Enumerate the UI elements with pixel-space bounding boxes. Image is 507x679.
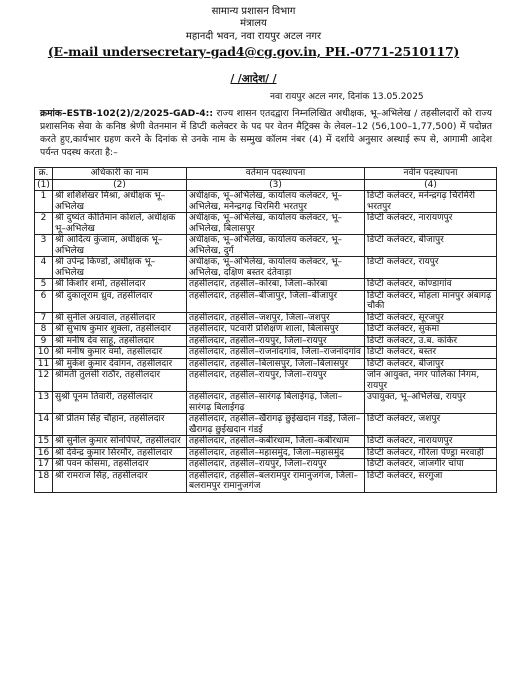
header-officer-name: अधिकारी का नाम — [53, 168, 187, 180]
table-row — [35, 370, 497, 392]
row-new-posting: डिप्टी कलेक्टर, सुकमा — [365, 324, 497, 336]
row-new-posting: डिप्टी कलेक्टर, मोहला मानपुर अंबागढ़ चौकी — [365, 290, 497, 312]
row-current-posting: अधीक्षक, भू–अभिलेख, कार्यालय कलेक्टर, भू–अभिलेख, दक्षिण बस्तर दंतेवाड़ा — [187, 257, 365, 279]
row-officer-name: श्री प्रीतम सिंह चौहान, तहसीलदार — [53, 414, 187, 436]
order-body-text: राज्य शासन एतदद्वारा निम्नलिखित अधीक्षक, भू–अभिलेख / तहसीलदारों को राज्य प्रशासनिक सेवा के कनिष्ठ श्रेणी वेतनमान में डिप्टी कलेक्टर के पद पर वेतन मैट्रिक्स के लेवल–12 (56,100–1,77,500) में पदोन्नत करते हुए,कार्यभार ग्रहण करने के दिनांक से उनके नाम के सम्मुख कॉलम नंबर (4) में दर्शाये अनुसार अस्थाई रूप से, आगामी आदेश पर्यन्त पदस्थ करता है:– — [40, 108, 493, 158]
row-sn: 17 — [35, 459, 53, 471]
row-officer-name: श्री पवन कोसमा, तहसीलदार — [53, 459, 187, 471]
row-new-posting: डिप्टी कलेक्टर, जशपुर — [365, 414, 497, 436]
row-sn: 15 — [35, 436, 53, 448]
row-officer-name: श्री शशिशेखर मिश्रा, अधीक्षक भू–अभिलेख — [53, 191, 187, 213]
row-sn: 10 — [35, 347, 53, 359]
colnum-1: (1) — [35, 179, 53, 191]
table-row — [35, 191, 497, 213]
table-header-row — [35, 168, 497, 180]
row-current-posting: तहसीलदार, पटवारी प्रशिक्षण शाला, बिलासपुर — [187, 324, 365, 336]
row-officer-name: श्री किशोर शर्मा, तहसीलदार — [53, 279, 187, 291]
row-current-posting: तहसीलदार, तहसील–रायपुर, जिला–रायपुर — [187, 370, 365, 392]
table-body — [35, 191, 497, 493]
contact-line: (E-mail undersecretary-gad4@cg.gov.in, PH.-0771-2510117) — [47, 44, 460, 59]
row-new-posting: डिप्टी कलेक्टर, मनेन्द्रगढ़ चिरमिरी भरतपुर — [365, 191, 497, 213]
row-sn: 14 — [35, 414, 53, 436]
row-new-posting: उपायुक्त, भू–अभिलेख, रायपुर — [365, 392, 497, 414]
row-new-posting: डिप्टी कलेक्टर, नारायणपुर — [365, 213, 497, 235]
row-officer-name: श्री आदित्य कुंजाम, अधीक्षक भू–अभिलेख — [53, 235, 187, 257]
table-row — [35, 290, 497, 312]
row-new-posting: डिप्टी कलेक्टर, सरगुजा — [365, 470, 497, 492]
header-sn: क्र. — [35, 168, 53, 180]
row-current-posting: तहसीलदार, तहसील–रायपुर, जिला–रायपुर — [187, 459, 365, 471]
row-current-posting: तहसीलदार, तहसील–खैरागढ़ छुईखदान गंडई, जिला–खैरागढ़ छुईखदान गंडई — [187, 414, 365, 436]
row-sn: 16 — [35, 447, 53, 459]
row-officer-name: श्री मनीष कुमार वर्मा, तहसीलदार — [53, 347, 187, 359]
posting-table — [34, 167, 497, 493]
table-row — [35, 312, 497, 324]
row-current-posting: तहसीलदार, तहसील–कोरबा, जिला–कोरबा — [187, 279, 365, 291]
row-sn: 6 — [35, 290, 53, 312]
row-sn: 4 — [35, 257, 53, 279]
ministry-label: मंत्रालय — [240, 18, 267, 29]
row-current-posting: तहसीलदार, तहसील–जशपुर, जिला–जशपुर — [187, 312, 365, 324]
row-sn: 13 — [35, 392, 53, 414]
table-row — [35, 279, 497, 291]
header-current-posting: वर्तमान पदस्थापना — [187, 168, 365, 180]
row-officer-name: श्री रामराज सिंह, तहसीलदार — [53, 470, 187, 492]
row-officer-name: श्री उपेन्द्र किण्डो, अधीक्षक भू–अभिलेख — [53, 257, 187, 279]
row-new-posting: डिप्टी कलेक्टर, रायपुर — [365, 257, 497, 279]
row-current-posting: तहसीलदार, तहसील–कबीरधाम, जिला–कबीरधाम — [187, 436, 365, 448]
row-officer-name: श्री दुष्यंत कीर्तिमान कोशले, अधीक्षक भू–अभिलेख — [53, 213, 187, 235]
row-current-posting: तहसीलदार, तहसील–बिलासपुर, जिला–बिलासपुर — [187, 358, 365, 370]
row-sn: 12 — [35, 370, 53, 392]
table-row — [35, 459, 497, 471]
row-current-posting: तहसीलदार, तहसील–महासमुंद, जिला–महासमुंद — [187, 447, 365, 459]
table-row — [35, 257, 497, 279]
table-row — [35, 436, 497, 448]
header-new-posting: नवीन पदस्थापना — [365, 168, 497, 180]
row-current-posting: अधीक्षक, भू–अभिलेख, कार्यालय कलेक्टर, भू–अभिलेख, दुर्ग — [187, 235, 365, 257]
row-sn: 8 — [35, 324, 53, 336]
row-new-posting: डिप्टी कलेक्टर, बीजापुर — [365, 358, 497, 370]
row-officer-name: श्री देवेन्द्र कुमार सिरमौर, तहसीलदार — [53, 447, 187, 459]
row-officer-name: श्री मुकेश कुमार देवांगन, तहसीलदार — [53, 358, 187, 370]
row-officer-name: श्री दुकालूराम ध्रुव, तहसीलदार — [53, 290, 187, 312]
row-new-posting: जोन आयुक्त, नगर पालिका निगम, रायपुर — [365, 370, 497, 392]
row-officer-name: श्री सुभाष कुमार शुक्ला, तहसीलदार — [53, 324, 187, 336]
row-sn: 5 — [35, 279, 53, 291]
row-new-posting: डिप्टी कलेक्टर, बीजापुर — [365, 235, 497, 257]
row-sn: 1 — [35, 191, 53, 213]
colnum-4: (4) — [365, 179, 497, 191]
table-row — [35, 235, 497, 257]
row-new-posting: डिप्टी कलेक्टर, बस्तर — [365, 347, 497, 359]
row-sn: 9 — [35, 335, 53, 347]
row-officer-name: श्री सुनील अग्रवाल, तहसीलदार — [53, 312, 187, 324]
row-officer-name: श्रीमती तुलसी राठौर, तहसीलदार — [53, 370, 187, 392]
order-title: / /आदेश/ / — [230, 73, 277, 85]
row-current-posting: तहसीलदार, तहसील–रायपुर, जिला–रायपुर — [187, 335, 365, 347]
place-date: नवा रायपुर अटल नगर, दिनांक 13.05.2025 — [270, 92, 424, 102]
row-current-posting: तहसीलदार, तहसील–राजनांदगांव, जिला–राजनांदगांव — [187, 347, 365, 359]
row-officer-name: श्री सुनील कुमार सोनपिपरे, तहसीलदार — [53, 436, 187, 448]
row-sn: 11 — [35, 358, 53, 370]
row-sn: 7 — [35, 312, 53, 324]
row-current-posting: तहसीलदार, तहसील–बलरामपुर रामानुजगंज, जिला–बलरामपुर रामानुजगंज — [187, 470, 365, 492]
table-row — [35, 470, 497, 492]
table-row — [35, 324, 497, 336]
row-new-posting: डिप्टी कलेक्टर, नारायणपुर — [365, 436, 497, 448]
table-row — [35, 392, 497, 414]
table-row — [35, 414, 497, 436]
row-new-posting: डिप्टी कलेक्टर, उ.ब. कांकेर — [365, 335, 497, 347]
table-colnum-row — [35, 179, 497, 191]
order-reference: क्रमांक–ESTB-102(2)/2/2025-GAD-4:: — [40, 108, 214, 119]
order-intro — [40, 107, 492, 159]
row-sn: 3 — [35, 235, 53, 257]
row-sn: 2 — [35, 213, 53, 235]
row-sn: 18 — [35, 470, 53, 492]
table-row — [35, 347, 497, 359]
table-row — [35, 213, 497, 235]
row-new-posting: डिप्टी कलेक्टर, कोण्डागांव — [365, 279, 497, 291]
row-new-posting: डिप्टी कलेक्टर, सूरजपुर — [365, 312, 497, 324]
row-current-posting: अधीक्षक, भू–अभिलेख, कार्यालय कलेक्टर, भू–अभिलेख, बिलासपुर — [187, 213, 365, 235]
department-name: सामान्य प्रशासन विभाग — [211, 6, 296, 17]
table-row — [35, 358, 497, 370]
table-row — [35, 447, 497, 459]
row-new-posting: डिप्टी कलेक्टर, जांजगीर चांपा — [365, 459, 497, 471]
colnum-2: (2) — [53, 179, 187, 191]
table-row — [35, 335, 497, 347]
office-address: महानदी भवन, नवा रायपुर अटल नगर — [185, 31, 322, 42]
row-new-posting: डिप्टी कलेक्टर, गौरेला पेण्ड्रा मरवाही — [365, 447, 497, 459]
row-current-posting: तहसीलदार, तहसील–बीजापुर, जिला–बीजापुर — [187, 290, 365, 312]
row-current-posting: अधीक्षक, भू–अभिलेख, कार्यालय कलेक्टर, भू–अभिलेख, मनेन्द्रगढ़ चिरमिरी भरतपुर — [187, 191, 365, 213]
row-current-posting: तहसीलदार, तहसील–सारंगढ़ बिलाईगढ़, जिला–सारंगढ़ बिलाईगढ़ — [187, 392, 365, 414]
row-officer-name: श्री मनीष देव साहू, तहसीलदार — [53, 335, 187, 347]
colnum-3: (3) — [187, 179, 365, 191]
row-officer-name: सुश्री पूनम तिवारी, तहसीलदार — [53, 392, 187, 414]
